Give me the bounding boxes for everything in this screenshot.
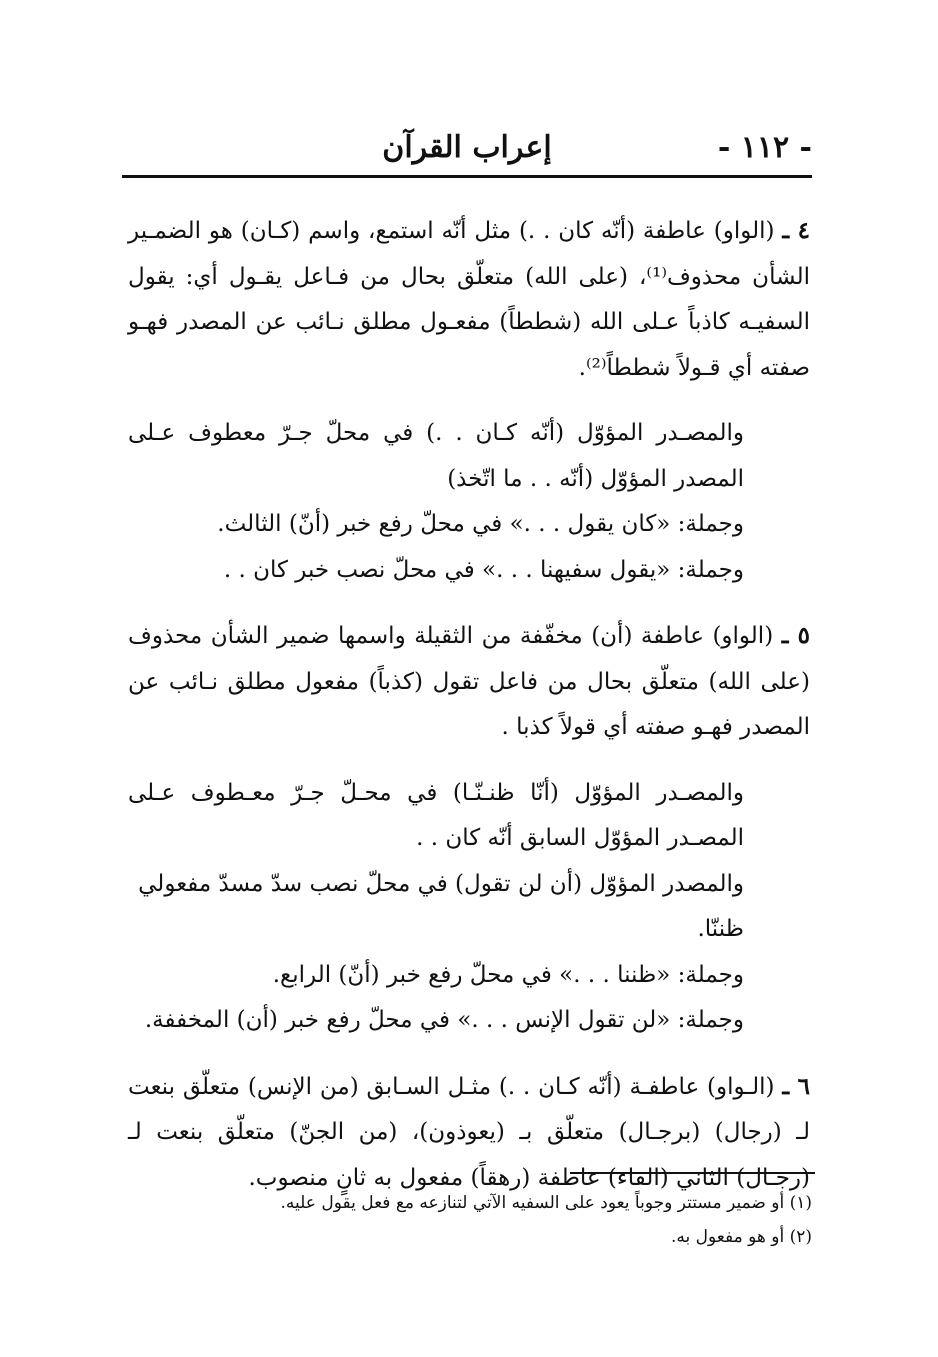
paragraph-4-masdar: والمصـدر المؤوّل (أنّه كـان . .) في محلّ جـرّ معطوف عـلى المصدر المؤوّل (أنّه . . ما اتّخذ) (128, 420, 744, 492)
paragraph-5-sentence-1: وجملة: «ظننا . . .» في محلّ رفع خبر (أنّ) الرابع. (272, 961, 744, 988)
footnote-1: (١) أو ضمير مستتر وجوباً يعود على السفيه الآتي لتنازعه مع فعل يقول عليه. (280, 1193, 812, 1213)
item-number-5: ٥ ـ (781, 622, 810, 649)
running-title: إعراب القرآن (382, 130, 552, 165)
paragraph-4-sentence-2: وجملة: «يقول سفيهنا . . .» في محلّ نصب خبر كان . . (223, 556, 744, 583)
paragraph-5-masdar: والمصـدر المؤوّل (أنّا ظنـنّـا) في محـلّ جـرّ معـطوف عـلى المصـدر المؤوّل السابق أنّه كان . . (128, 779, 744, 851)
item-number-4: ٤ ـ (782, 217, 811, 244)
footnote-rule (570, 1172, 815, 1174)
paragraph-6-text: (الـواو) عاطفـة (أنّه كـان . .) مثـل السـابق (من الإنس) متعلّق بنعت لـ (رجال) (برجـال) متعلّق بـ (يعوذون)، (من الجنّ) متعلّق بنعت لـ (رجـال) الثاني (الفاء) عاطفة (رهقاً) مفعول به ثانٍ منصوب. (128, 1073, 810, 1191)
paragraph-4-text: (الواو) عاطفة (أنّه كان . .) مثل أنّه استمع، واسم (كـان) هو الضمـير الشأن محذوف⁽¹⁾، (على الله) متعلّق بحال من فـاعل يقـول أي: يقول السفيـه كاذباً عـلى الله (شططاً) مفعـول مطلق نـائب عن المصدر فهـو صفته أي قـولاً شططاً⁽²⁾. (128, 218, 810, 381)
paragraph-4 (128, 208, 810, 391)
paragraph-6 (128, 1064, 810, 1202)
paragraph-5-text: (الواو) عاطفة (أن) مخفّفة من الثقيلة واسمها ضمير الشأن محذوف (على الله) متعلّق بحال من فاعل تقول (كذباً) مفعول مطلق نـائب عن المصدر فهـو صفته أي قولاً كذبا . (128, 623, 810, 740)
paragraph-5-masdar-2: والمصدر المؤوّل (أن لن تقول) في محلّ نصب سدّ مسدّ مفعولي ظننّا. (138, 870, 744, 942)
header-rule (122, 175, 812, 178)
footnotes (212, 1186, 812, 1254)
page-header (122, 128, 812, 176)
main-text (128, 208, 810, 1201)
footnote-2: (٢) أو هو مفعول به. (671, 1227, 812, 1247)
paragraph-5-sentence-2: وجملة: «لن تقول الإنس . . .» في محلّ رفع خبر (أن) المخففة. (144, 1007, 744, 1033)
paragraph-5 (128, 613, 810, 751)
paragraph-4-sentence-1: وجملة: «كان يقول . . .» في محلّ رفع خبر (أنّ) الثالث. (217, 511, 744, 537)
item-number-6: ٦ ـ (782, 1072, 811, 1100)
page-number: - ١١٢ - (717, 130, 812, 165)
